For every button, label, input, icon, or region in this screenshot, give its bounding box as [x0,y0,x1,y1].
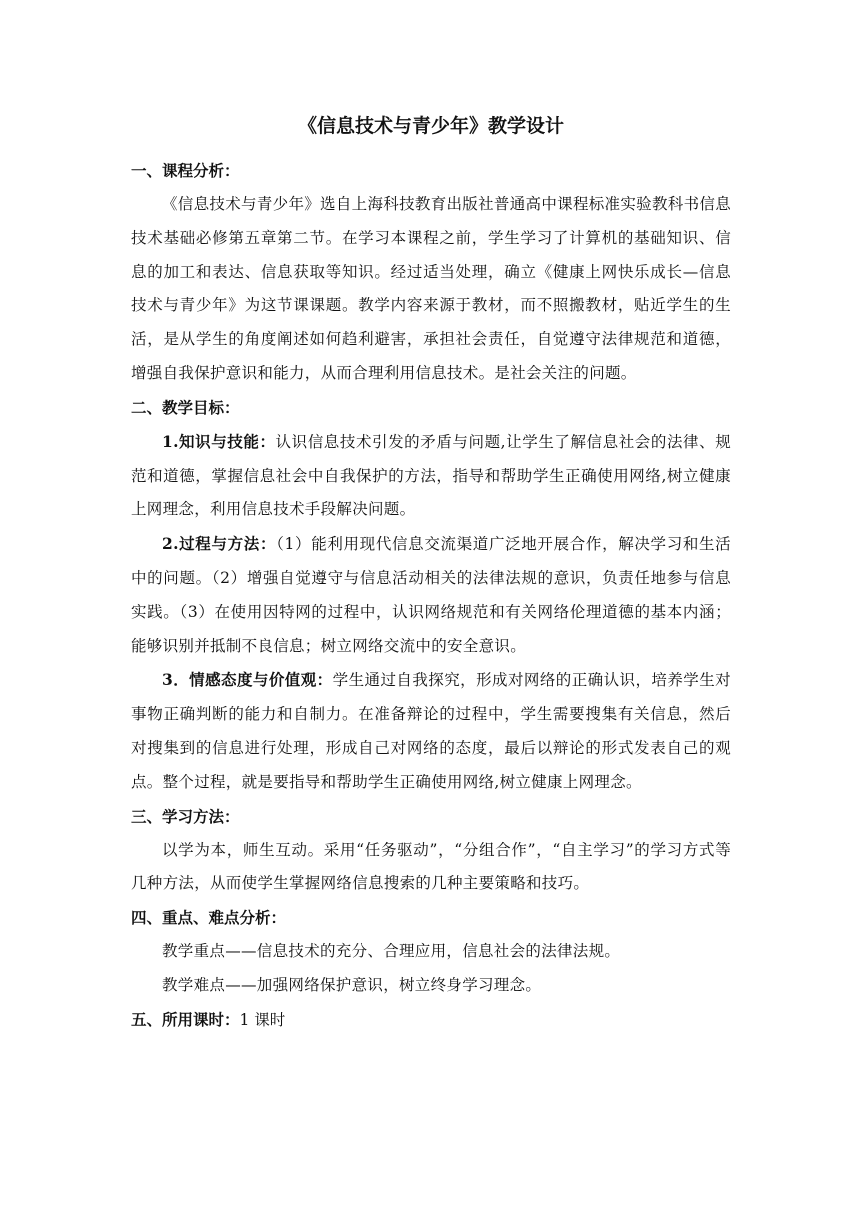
class-hours-value: 1 课时 [239,1010,286,1029]
goal-emotion-values [131,663,731,799]
goal-text: 认识信息技术引发的矛盾与问题,让学生了解信息社会的法律、规范和道德，掌握信息社会中自我保护的方法，指导和帮助学生正确使用网络,树立健康上网理念，利用信息技术手段解决问题。 [131,432,731,519]
section-heading-learning-methods: 三、学习方法： [131,806,240,826]
section-heading-course-analysis: 一、课程分析： [131,161,240,180]
goal-label: 2.过程与方法： [162,534,277,554]
goal-process-methods [131,527,731,663]
goal-label: 3．情感态度与价值观： [162,670,333,690]
document-title: 《信息技术与青少年》教学设计 [297,115,564,137]
course-analysis-paragraph: 《信息技术与青少年》选自上海科技教育出版社普通高中课程标准实验教科书信息技术基础必修第五章第二节。在学习本课程之前，学生学习了计算机的基础知识、信息的加工和表达、信息获取等知识。经过适当处理，确立《健康上网快乐成长—信息技术与青少年》为这节课课题。教学内容来源于教材，而不照搬教材，贴近学生的生活，是从学生的角度阐述如何趋利避害，承担社会责任，自觉遵守法律规范和道德，增强自我保护意识和能力，从而合理利用信息技术。是社会关注的问题。 [131,195,731,382]
key-point-line: 教学重点——信息技术的充分、合理应用，信息社会的法律法规。 [162,942,621,961]
document-body [131,112,731,1037]
difficult-point-line: 教学难点——加强网络保护意识，树立终身学习理念。 [162,975,542,994]
section-class-hours [131,1003,731,1037]
goal-text: 学生通过自我探究，形成对网络的正确认识，培养学生对事物正确判断的能力和自制力。在准备辩论的过程中，学生需要搜集有关信息，然后对搜集到的信息进行处理，形成自己对网络的态度，最后以辩论的形式发表自己的观点。整个过程，就是要指导和帮助学生正确使用网络,树立健康上网理念。 [131,671,731,791]
section-heading-teaching-goals: 二、教学目标： [131,397,240,417]
goal-knowledge-skills [131,425,731,527]
goal-text: （1）能利用现代信息交流渠道广泛地开展合作，解决学习和生活中的问题。（2）增强自觉遵守与信息活动相关的法律法规的意识，负责任地参与信息实践。（3）在使用因特网的过程中，认识网络规范和有关网络伦理道德的基本内涵；能够识别并抵制不良信息；树立网络交流中的安全意识。 [131,535,731,655]
learning-methods-paragraph: 以学为本，师生互动。采用“任务驱动”，“分组合作”，“自主学习”的学习方式等几种方法，从而使学生掌握网络信息搜索的几种主要策略和技巧。 [131,840,731,893]
class-hours-label: 五、所用课时： [131,1009,240,1029]
goal-label: 1.知识与技能： [162,431,276,451]
section-heading-key-points: 四、重点、难点分析： [131,908,287,928]
